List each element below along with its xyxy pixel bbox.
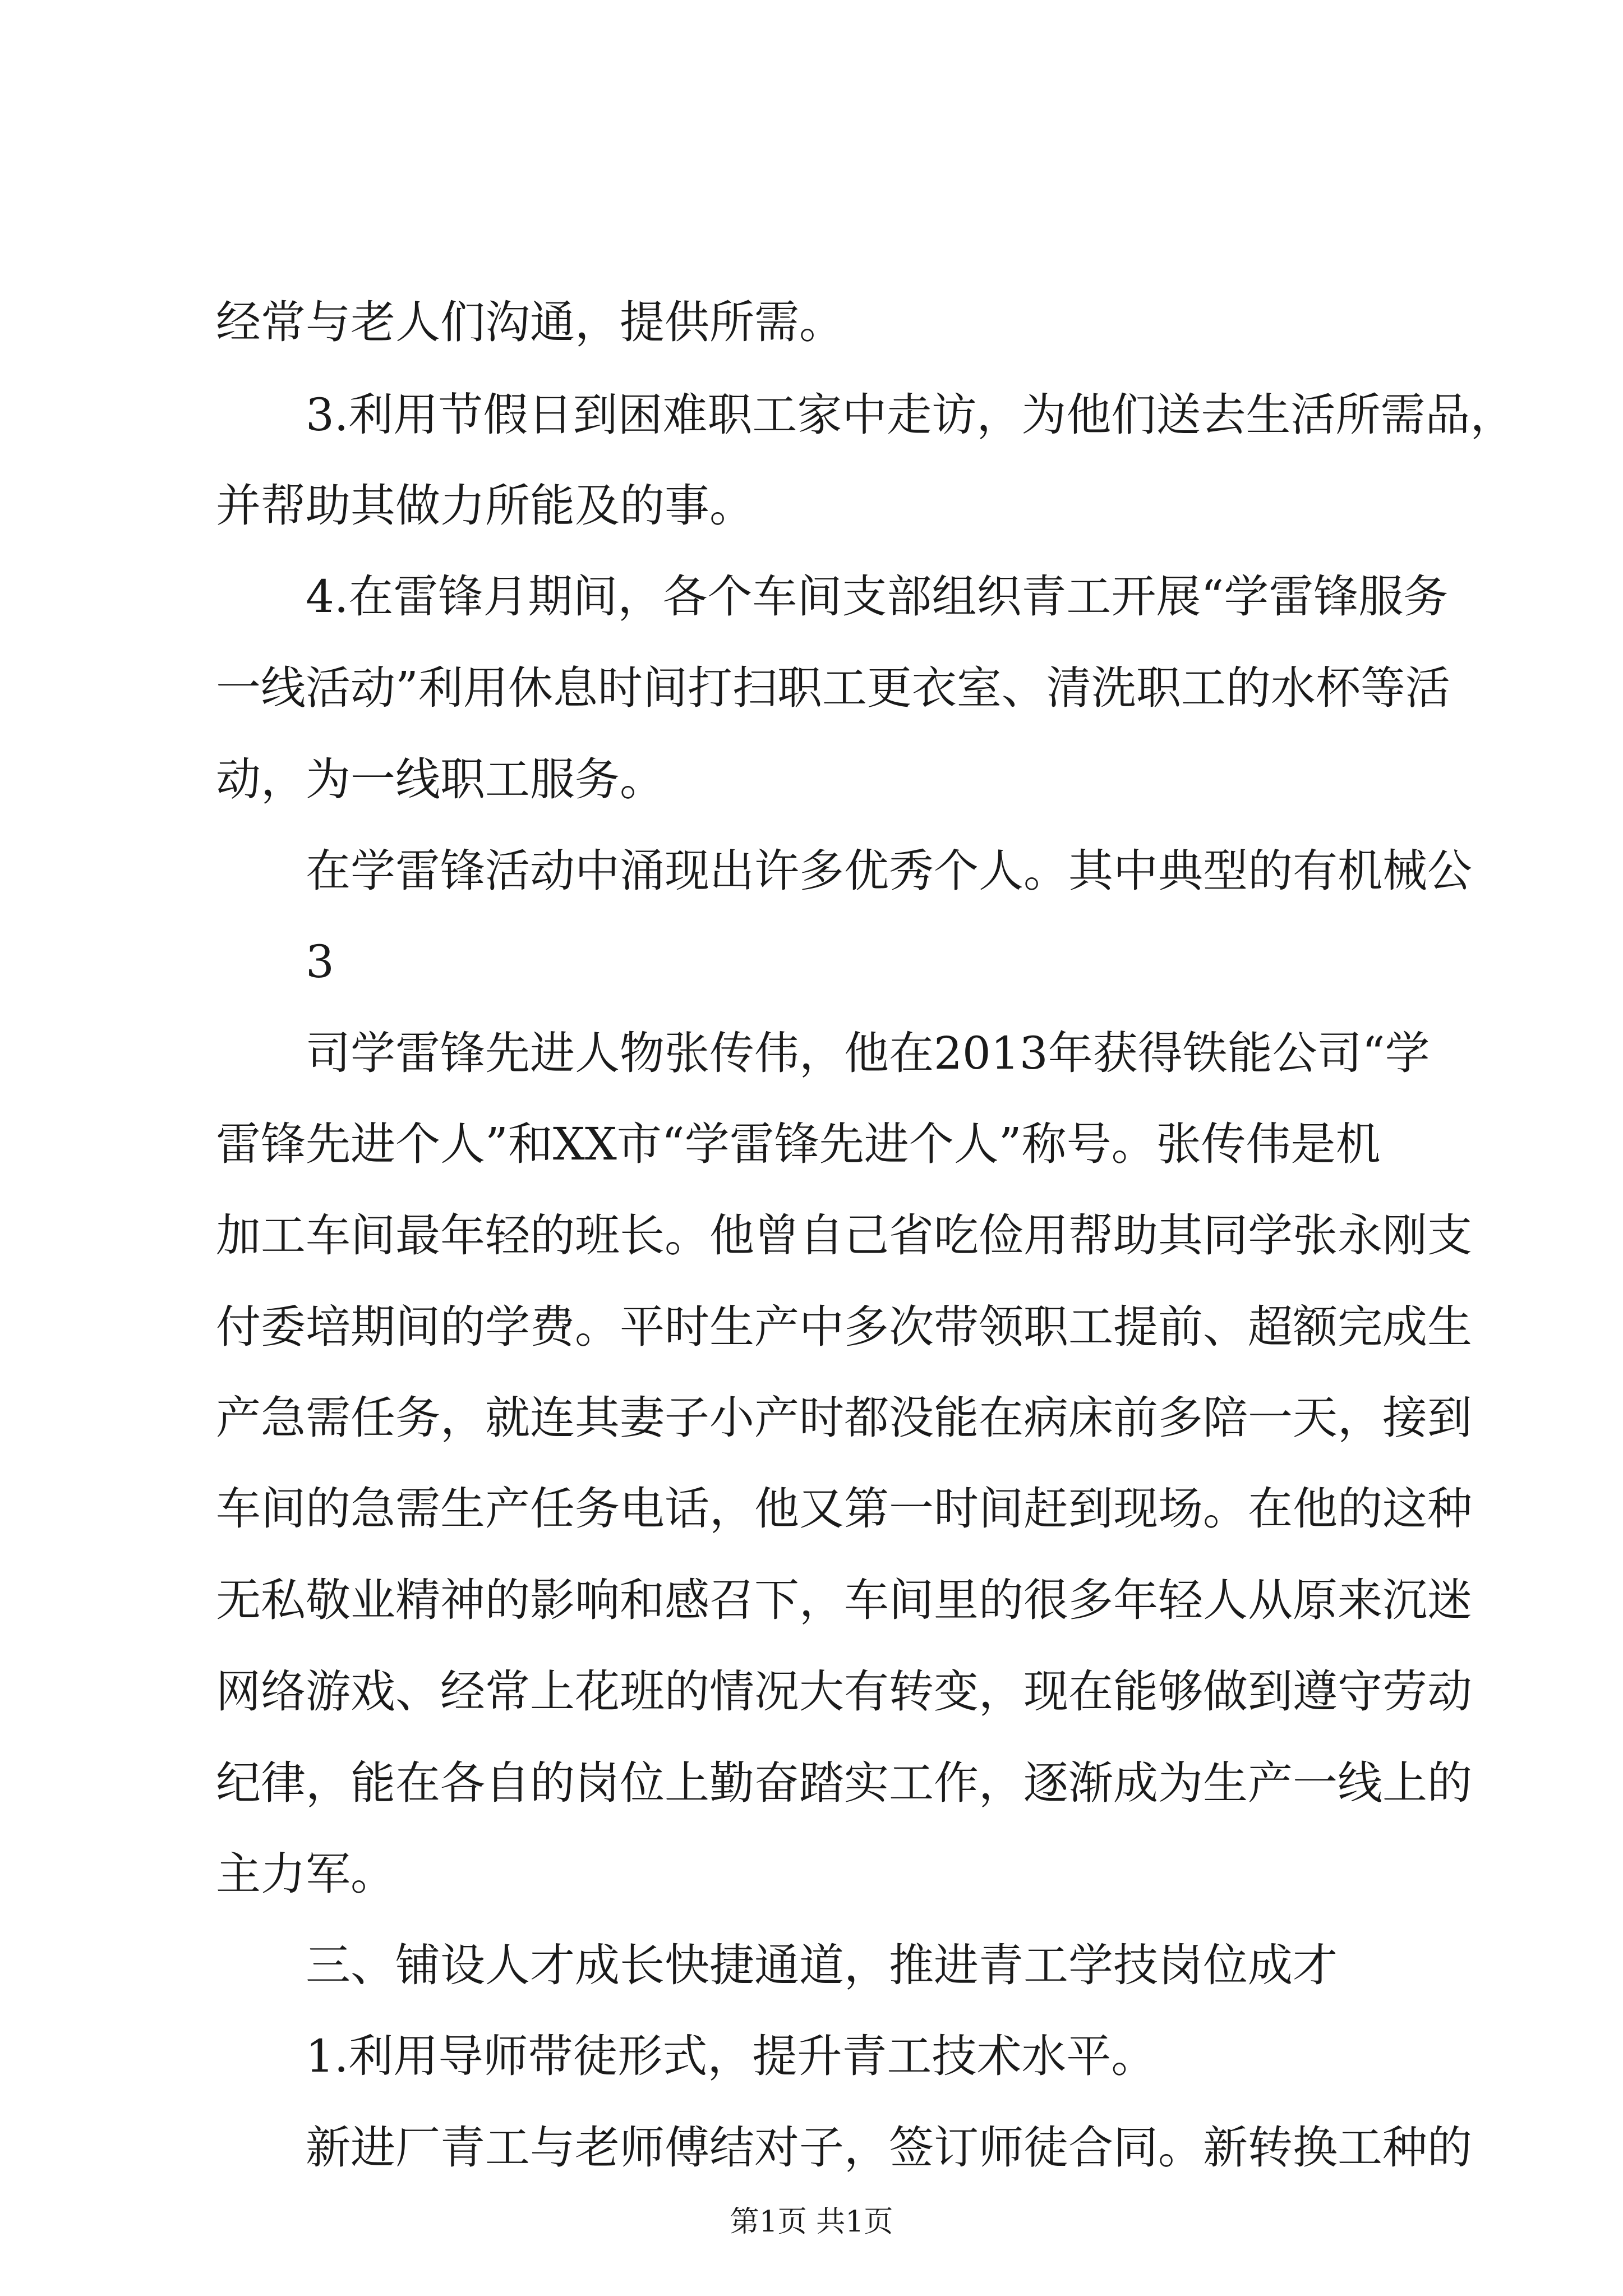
text-line: 无私敬业精神的影响和感召下，车间里的很多年轻人从原来沉迷: [216, 1574, 1472, 1626]
page-footer: [0, 2207, 1623, 2237]
text-line: 新进厂青工与老师傅结对子，签订师徒合同。新转换工种的: [306, 2122, 1472, 2174]
text-line: 在学雷锋活动中涌现出许多优秀个人。其中典型的有机械公: [306, 845, 1472, 897]
text-line: 车间的急需生产任务电话，他又第一时间赶到现场。在他的这种: [216, 1483, 1472, 1535]
text-line: 司学雷锋先进人物张传伟，他在2013年获得铁能公司“学: [306, 1027, 1430, 1079]
section-heading: 三、铺设人才成长快捷通道，推进青工学技岗位成才: [306, 1939, 1338, 1991]
text-line: 4.在雷锋月期间，各个车间支部组织青工开展“学雷锋服务: [306, 570, 1449, 623]
page-number-label: 第1页 共1页: [730, 2205, 893, 2239]
text-line: 并帮助其做力所能及的事。: [216, 480, 754, 532]
text-line: 动，为一线职工服务。: [216, 753, 665, 806]
text-line: 加工车间最年轻的班长。他曾自己省吃俭用帮助其同学张永刚支: [216, 1209, 1472, 1262]
text-line: 经常与老人们沟通，提供所需。: [216, 296, 844, 348]
text-line: 付委培期间的学费。平时生产中多次带领职工提前、超额完成生: [216, 1301, 1472, 1353]
text-line: 产急需任务，就连其妻子小产时都没能在病床前多陪一天，接到: [216, 1392, 1472, 1444]
text-line: 一线活动”利用休息时间打扫职工更衣室、清洗职工的水杯等活: [216, 662, 1450, 714]
text-line: 纪律，能在各自的岗位上勤奋踏实工作，逐渐成为生产一线上的: [216, 1757, 1472, 1809]
text-line: 主力军。: [216, 1848, 395, 1900]
text-line: 1.利用导师带徒形式，提升青工技术水平。: [306, 2030, 1156, 2082]
text-line: 网络游戏、经常上花班的情况大有转变，现在能够做到遵守劳动: [216, 1665, 1472, 1718]
text-line: 雷锋先进个人”和XX市“学雷锋先进个人”称号。张传伟是机: [216, 1118, 1381, 1170]
text-line: 3.利用节假日到困难职工家中走访，为他们送去生活所需品，: [306, 389, 1515, 441]
text-line: 3: [306, 936, 334, 988]
